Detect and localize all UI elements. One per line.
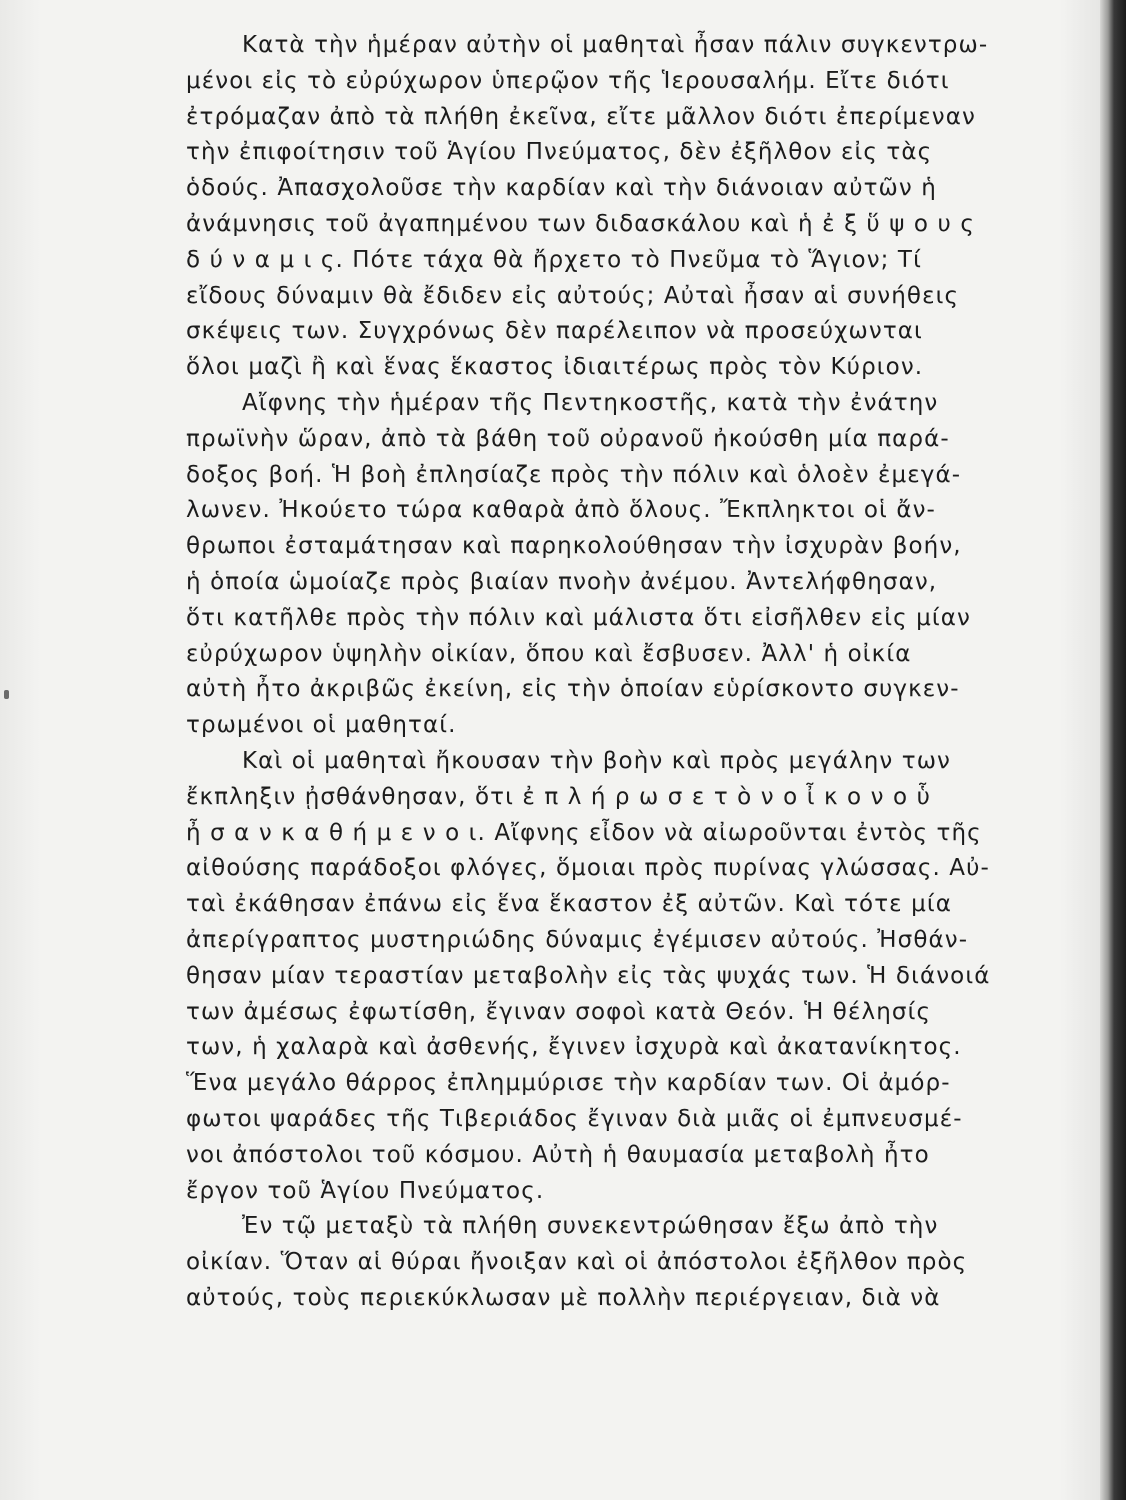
paragraph-first-line: Ἐν τῷ μεταξὺ τὰ πλήθη συνεκεντρώθησαν ἔξω ἀπὸ τὴν — [242, 1213, 939, 1240]
text-line: σκέψεις των. Συγχρόνως δὲν παρέλειπον νὰ προσεύχωνται — [186, 318, 923, 345]
text-line: νοι ἀπόστολοι τοῦ κόσμου. Αὐτὴ ἡ θαυμασία μεταβολὴ ἦτο — [186, 1141, 930, 1168]
paragraph-first-line: Αἴφνης τὴν ἡμέραν τῆς Πεντηκοστῆς, κατὰ τὴν ἐνάτην — [242, 389, 939, 416]
text-line: δοξος βοή. Ἡ βοὴ ἐπλησίαζε πρὸς τὴν πόλιν καὶ ὁλοὲν ἐμεγά- — [186, 461, 962, 488]
text-line: ὅτι κατῆλθε πρὸς τὴν πόλιν καὶ μάλιστα ὅτι εἰσῆλθεν εἰς μίαν — [186, 604, 971, 631]
text-line: ὁδούς. Ἀπασχολοῦσε τὴν καρδίαν καὶ τὴν διάνοιαν αὐτῶν ἡ — [186, 175, 937, 202]
text-line: τρωμένοι οἱ μαθηταί. — [186, 712, 457, 739]
text-line: δ ύ ν α μ ι ς. Πότε τάχα θὰ ἤρχετο τὸ Πνεῦμα τὸ Ἅγιον; Τί — [186, 246, 922, 273]
text-line: Ἕνα μεγάλο θάρρος ἐπλημμύρισε τὴν καρδίαν των. Οἱ ἀμόρ- — [186, 1070, 951, 1097]
page-binding-edge — [1100, 0, 1126, 1500]
text-line: ἀπερίγραπτος μυστηριώδης δύναμις ἐγέμισεν αὐτούς. Ἠσθάν- — [186, 926, 969, 953]
text-line: ταὶ ἐκάθησαν ἐπάνω εἰς ἕνα ἕκαστον ἐξ αὐτῶν. Καὶ τότε μία — [186, 891, 952, 918]
text-line: οἰκίαν. Ὅταν αἱ θύραι ἤνοιξαν καὶ οἱ ἀπόστολοι ἐξῆλθον πρὸς — [186, 1249, 968, 1276]
paragraph-first-line: Κατὰ τὴν ἡμέραν αὐτὴν οἱ μαθηταὶ ἦσαν πάλιν συγκεντρω- — [242, 32, 989, 58]
text-line: μένοι εἰς τὸ εὐρύχωρον ὑπερῷον τῆς Ἱερουσαλήμ. Εἴτε διότι — [186, 67, 950, 94]
text-line: εἴδους δύναμιν θὰ ἔδιδεν εἰς αὐτούς; Αὐταὶ ἦσαν αἱ συνήθεις — [186, 282, 960, 309]
text-line: ὅλοι μαζὶ ἢ καὶ ἕνας ἕκαστος ἰδιαιτέρως πρὸς τὸν Κύριον. — [186, 354, 924, 381]
body-text — [186, 28, 1062, 1317]
text-line: αὐτούς, τοὺς περιεκύκλωσαν μὲ πολλὴν περιέργειαν, διὰ νὰ — [186, 1284, 941, 1311]
paragraph-first-line: Καὶ οἱ μαθηταὶ ἤκουσαν τὴν βοὴν καὶ πρὸς μεγάλην των — [242, 747, 952, 774]
text-line: θησαν μίαν τεραστίαν μεταβολὴν εἰς τὰς ψυχάς των. Ἡ διάνοιά — [186, 962, 991, 989]
text-line: αἰθούσης παράδοξοι φλόγες, ὅμοιαι πρὸς πυρίνας γλώσσας. Αὐ- — [186, 855, 990, 882]
text-line: των, ἡ χαλαρὰ καὶ ἀσθενής, ἔγινεν ἰσχυρὰ καὶ ἀκατανίκητος. — [186, 1034, 962, 1061]
text-line: ἀνάμνησις τοῦ ἀγαπημένου των διδασκάλου καὶ ἡ ἐ ξ ὕ ψ ο υ ς — [186, 210, 975, 237]
text-line: ἔργον τοῦ Ἁγίου Πνεύματος. — [186, 1177, 545, 1204]
text-line: λωνεν. Ἠκούετο τώρα καθαρὰ ἀπὸ ὅλους. Ἔκπληκτοι οἱ ἄν- — [186, 497, 936, 524]
text-line: αὐτὴ ἦτο ἀκριβῶς ἐκείνη, εἰς τὴν ὁποίαν εὑρίσκοντο συγκεν- — [186, 676, 960, 703]
text-line: φωτοι ψαράδες τῆς Τιβεριάδος ἔγιναν διὰ μιᾶς οἱ ἐμπνευσμέ- — [186, 1105, 963, 1132]
text-line: εὐρύχωρον ὑψηλὴν οἰκίαν, ὅπου καὶ ἔσβυσεν. Ἀλλ' ἡ οἰκία — [186, 640, 912, 667]
text-line: ἡ ὁποία ὡμοίαζε πρὸς βιαίαν πνοὴν ἀνέμου. Ἀντελήφθησαν, — [186, 568, 938, 595]
text-line: ἦ σ α ν κ α θ ή μ ε ν ο ι. Αἴφνης εἶδον νὰ αἰωροῦνται ἐντὸς τῆς — [186, 819, 982, 846]
text-line: των ἀμέσως ἐφωτίσθη, ἔγιναν σοφοὶ κατὰ Θεόν. Ἡ θέλησίς — [186, 998, 932, 1025]
text-line: θρωποι ἐσταμάτησαν καὶ παρηκολούθησαν τὴν ἰσχυρὰν βοήν, — [186, 533, 962, 560]
text-line: ἐτρόμαζαν ἀπὸ τὰ πλήθη ἐκεῖνα, εἴτε μᾶλλον διότι ἐπερίμεναν — [186, 103, 976, 130]
scan-speck — [4, 690, 9, 699]
text-line: πρωϊνὴν ὥραν, ἀπὸ τὰ βάθη τοῦ οὐρανοῦ ἠκούσθη μία παρά- — [186, 425, 950, 452]
text-line: ἔκπληξιν ᾐσθάνθησαν, ὅτι ἐ π λ ή ρ ω σ ε τ ὸ ν ο ἶ κ ο ν ο ὗ — [186, 783, 931, 810]
text-line: τὴν ἐπιφοίτησιν τοῦ Ἁγίου Πνεύματος, δὲν ἐξῆλθον εἰς τὰς — [186, 139, 933, 166]
